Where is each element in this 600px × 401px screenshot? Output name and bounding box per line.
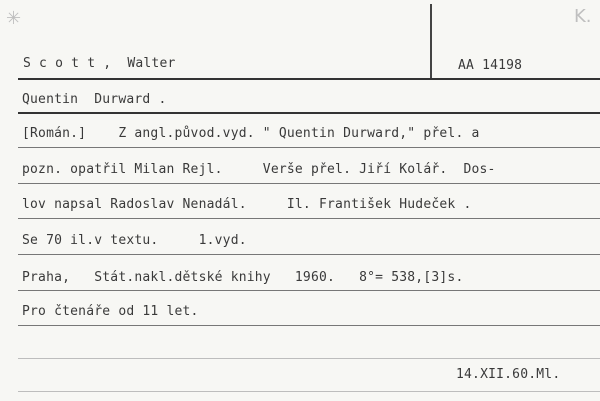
rule-2 xyxy=(18,112,600,114)
rule-7 xyxy=(18,290,600,291)
rule-3 xyxy=(18,147,600,148)
rule-1 xyxy=(18,78,600,80)
call-number-divider xyxy=(430,4,432,78)
description-line-3: lov napsal Radoslav Nenadál. Il. František Hudeček . xyxy=(22,197,472,212)
corner-mark-icon: ✳ xyxy=(6,8,22,29)
rule-9 xyxy=(18,358,600,359)
corner-pencil-mark: K. xyxy=(574,6,592,27)
description-line-2: pozn. opatřil Milan Rejl. Verše přel. Jiří Kolář. Dos- xyxy=(22,162,496,177)
imprint-line: Praha, Stát.nakl.dětské knihy 1960. 8°= 538,[3]s. xyxy=(22,270,464,285)
author-heading: S c o t t , Walter xyxy=(23,56,176,71)
rule-5 xyxy=(18,218,600,219)
description-line-1: [Román.] Z angl.původ.vyd. " Quentin Durward," přel. a xyxy=(22,126,480,141)
title-line: Quentin Durward . xyxy=(22,92,167,107)
note-line: Pro čtenáře od 11 let. xyxy=(22,304,199,319)
rule-10 xyxy=(18,391,600,392)
call-number: AA 14198 xyxy=(458,58,523,73)
date-stamp: 14.XII.60.Ml. xyxy=(456,367,561,382)
description-line-4: Se 70 il.v textu. 1.vyd. xyxy=(22,233,247,248)
rule-6 xyxy=(18,254,600,255)
rule-4 xyxy=(18,183,600,184)
rule-8 xyxy=(18,325,600,326)
